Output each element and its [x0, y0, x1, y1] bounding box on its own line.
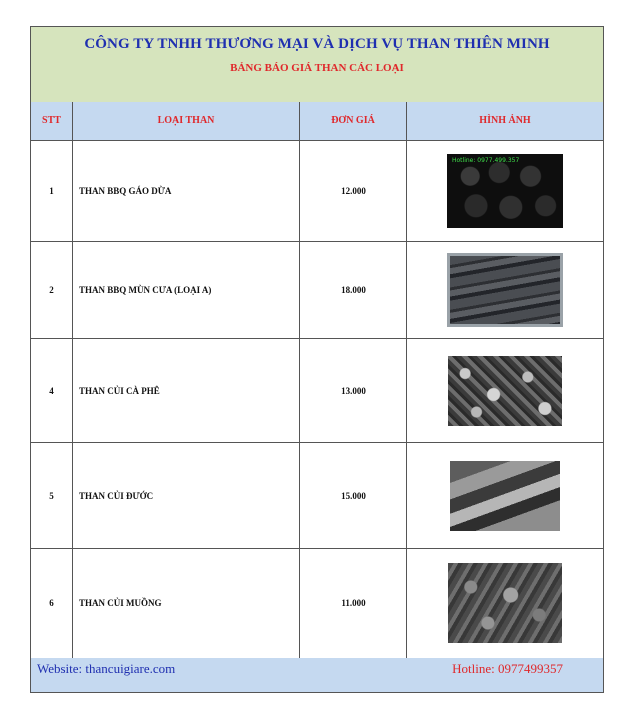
- row-image-cell: [407, 549, 603, 657]
- row-charcoal-name: THAN CỦI ĐƯỚC: [79, 490, 154, 501]
- row-price: 11.000: [341, 598, 366, 608]
- row-charcoal-name: THAN BBQ GÁO DỪA: [79, 186, 172, 196]
- sheet-header: [31, 27, 603, 103]
- column-header-image: HÌNH ẢNH: [479, 115, 531, 126]
- row-stt: 1: [49, 186, 54, 196]
- row-image-cell: [407, 443, 603, 548]
- table-row: [31, 141, 603, 242]
- table-row: [31, 549, 603, 657]
- coconut-shell-charcoal-photo: [447, 154, 563, 228]
- table-header: [31, 102, 603, 141]
- photo-watermark: Hotline: 0977.499.357: [452, 157, 520, 164]
- row-stt: 5: [49, 490, 54, 501]
- row-stt: 6: [49, 598, 54, 608]
- column-header-name: LOẠI THAN: [157, 115, 215, 126]
- row-charcoal-name: THAN BBQ MÙN CƯA (LOẠI A): [79, 285, 212, 295]
- sheet-footer: [31, 658, 603, 692]
- row-price: 13.000: [341, 385, 366, 396]
- column-header-price: ĐƠN GIÁ: [331, 115, 375, 126]
- price-list-title: BẢNG BÁO GIÁ THAN CÁC LOẠI: [230, 62, 404, 74]
- row-charcoal-name: THAN CỦI CÀ PHÊ: [79, 385, 160, 396]
- price-sheet: [30, 26, 604, 693]
- cassia-wood-charcoal-photo: [448, 563, 562, 643]
- row-image-cell: [407, 141, 603, 241]
- table-row: [31, 443, 603, 549]
- row-image-cell: [407, 242, 603, 338]
- coffee-wood-charcoal-photo: [448, 356, 562, 426]
- hotline-text: Hotline: 0977499357: [452, 661, 563, 676]
- website-link[interactable]: Website: thancuigiare.com: [37, 661, 176, 676]
- row-price: 12.000: [341, 186, 366, 196]
- row-stt: 2: [49, 285, 54, 295]
- sawdust-charcoal-photo: [447, 253, 563, 327]
- company-name: CÔNG TY TNHH THƯƠNG MẠI VÀ DỊCH VỤ THAN THIÊN MINH: [84, 36, 550, 52]
- row-stt: 4: [49, 385, 54, 396]
- mangrove-wood-charcoal-photo: [450, 461, 560, 531]
- table-row: [31, 339, 603, 443]
- row-price: 18.000: [341, 285, 366, 295]
- row-image-cell: [407, 339, 603, 442]
- row-price: 15.000: [341, 490, 366, 501]
- row-charcoal-name: THAN CỦI MUỒNG: [79, 598, 162, 608]
- column-header-stt: STT: [42, 115, 61, 126]
- table-row: [31, 242, 603, 339]
